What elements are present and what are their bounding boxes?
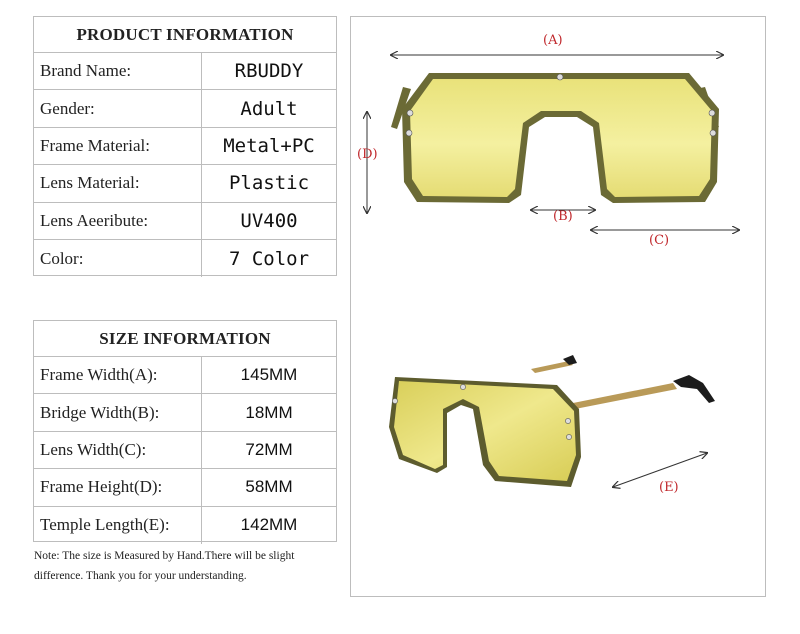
table-row [34,469,336,506]
table-row [34,203,336,240]
table-row [34,90,336,127]
row-label: Brand Name: [34,53,202,89]
row-label: Temple Length(E): [34,507,202,544]
row-value: Metal+PC [223,134,315,157]
table-row [34,432,336,469]
sunglasses-diagram [351,17,767,598]
product-information-title: PRODUCT INFORMATION [34,17,336,53]
table-row [34,240,336,277]
row-value: 142MM [240,515,298,535]
row-label: Frame Height(D): [34,469,202,505]
row-value: UV400 [240,209,298,232]
row-label: Bridge Width(B): [34,394,202,430]
dimension-e-label: (E) [659,480,679,495]
front-view-glasses [391,73,719,203]
temple-tip [673,375,715,403]
row-label: Color: [34,240,202,277]
dimension-c-label: (C) [649,233,670,248]
dimension-a-label: (A) [543,33,563,48]
top-temple [531,361,573,373]
dimension-b-label: (B) [553,209,573,224]
row-value: Adult [240,97,298,120]
row-label: Frame Material: [34,128,202,164]
row-value: 72MM [245,439,293,459]
row-value: RBUDDY [234,60,304,83]
measurement-note: Note: The size is Measured by Hand.There will be slight difference. Thank you for your understanding. [34,550,295,582]
row-label: Lens Material: [34,165,202,201]
table-row [34,357,336,394]
table-row [34,394,336,431]
table-row [34,53,336,90]
row-value: 7 Color [228,247,310,270]
size-information-table [33,320,337,542]
row-label: Frame Width(A): [34,357,202,393]
row-label: Lens Width(C): [34,432,202,468]
row-value: 18MM [245,402,293,422]
row-value: 145MM [240,365,298,385]
side-view-glasses [389,355,715,487]
row-value: Plastic [228,172,310,195]
temple-arm [573,383,677,409]
sunglasses-diagram-panel [350,16,766,597]
row-value: 58MM [245,477,293,497]
table-row [34,128,336,165]
dimension-d-label: (D) [357,147,378,162]
product-information-table [33,16,337,276]
row-label: Lens Aeeribute: [34,203,202,239]
table-row [34,165,336,202]
lens [410,79,712,197]
table-row [34,507,336,544]
row-label: Gender: [34,90,202,126]
size-information-title: SIZE INFORMATION [34,321,336,357]
